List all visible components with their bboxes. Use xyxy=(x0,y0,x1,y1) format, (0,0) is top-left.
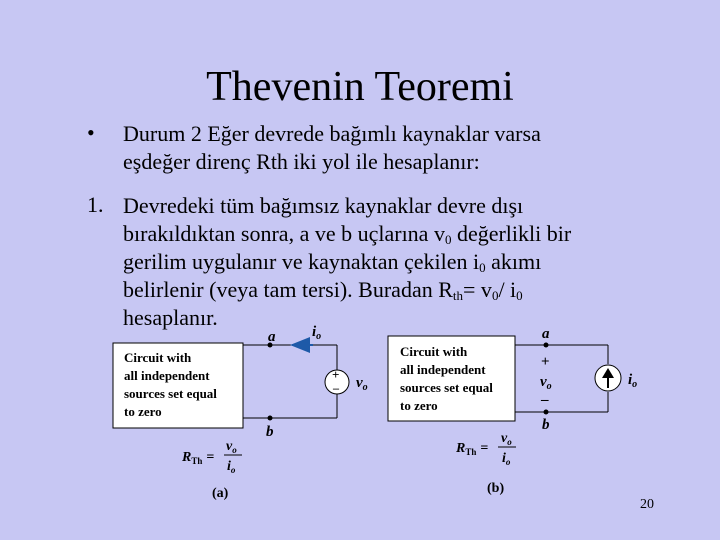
source-minus-a: – xyxy=(333,381,339,395)
frac-num-a: $v_o$ xyxy=(226,439,237,455)
node-b-dot-a xyxy=(268,416,273,421)
step-line-1: Devredeki tüm bağımsız kaynaklar devre dışı xyxy=(123,193,524,218)
step-line-5: hesaplanır. xyxy=(123,305,218,330)
current-label-a: $i_o$ xyxy=(312,324,322,342)
rth-label-a: $R_{Th}$ = xyxy=(182,450,215,466)
plus-label-b: + xyxy=(541,354,550,370)
node-a-dot-b xyxy=(544,343,549,348)
circuit-box-a-text: Circuit with all independent sources set equal to zero xyxy=(124,350,217,419)
bullet-line-1: Durum 2 Eğer devrede bağımlı kaynaklar varsa xyxy=(123,121,541,146)
frac-den-a: $i_o$ xyxy=(227,459,236,475)
diagram-a xyxy=(113,324,368,501)
node-a-label-a: a xyxy=(268,329,276,345)
step-line-4: belirlenir (veya tam tersi). Buradan $R_{th}= v_0/$ $i_0$ xyxy=(123,277,523,303)
slide-title: Thevenin Teoremi xyxy=(206,64,514,110)
minus-label-b: – xyxy=(541,392,549,408)
circuit-box-b-text: Circuit with all independent sources set equal to zero xyxy=(400,344,493,413)
node-a-label-b: a xyxy=(542,326,550,342)
step-line-3: gerilim uygulanır ve kaynaktan çekilen $i_0$ akımı xyxy=(123,249,542,275)
step-line-2: bırakıldıktan sonra, a ve b uçlarına $v_0$ değerlikli bir xyxy=(123,221,572,247)
bullet-line-2: eşdeğer direnç Rth iki yol ile hesaplanır: xyxy=(123,149,480,174)
node-b-label-a: b xyxy=(266,424,274,440)
source-plus-a: + xyxy=(332,367,340,382)
current-label-b: $i_o$ xyxy=(628,372,638,390)
voltage-label-b: $v_o$ xyxy=(540,374,552,392)
caption-a: (a) xyxy=(212,486,229,501)
node-b-label-b: b xyxy=(542,417,550,433)
frac-num-b: $v_o$ xyxy=(501,431,512,447)
node-b-dot-b xyxy=(544,410,549,415)
caption-b: (b) xyxy=(487,481,505,496)
frac-den-b: $i_o$ xyxy=(502,451,511,467)
bullet-marker: • xyxy=(87,120,95,145)
diagram-b xyxy=(388,326,637,496)
rth-label-b: $R_{Th}$ = xyxy=(456,441,489,457)
step-number: 1. xyxy=(87,192,104,217)
voltage-label-a: $v_o$ xyxy=(356,375,368,393)
page-number: 20 xyxy=(640,497,654,512)
